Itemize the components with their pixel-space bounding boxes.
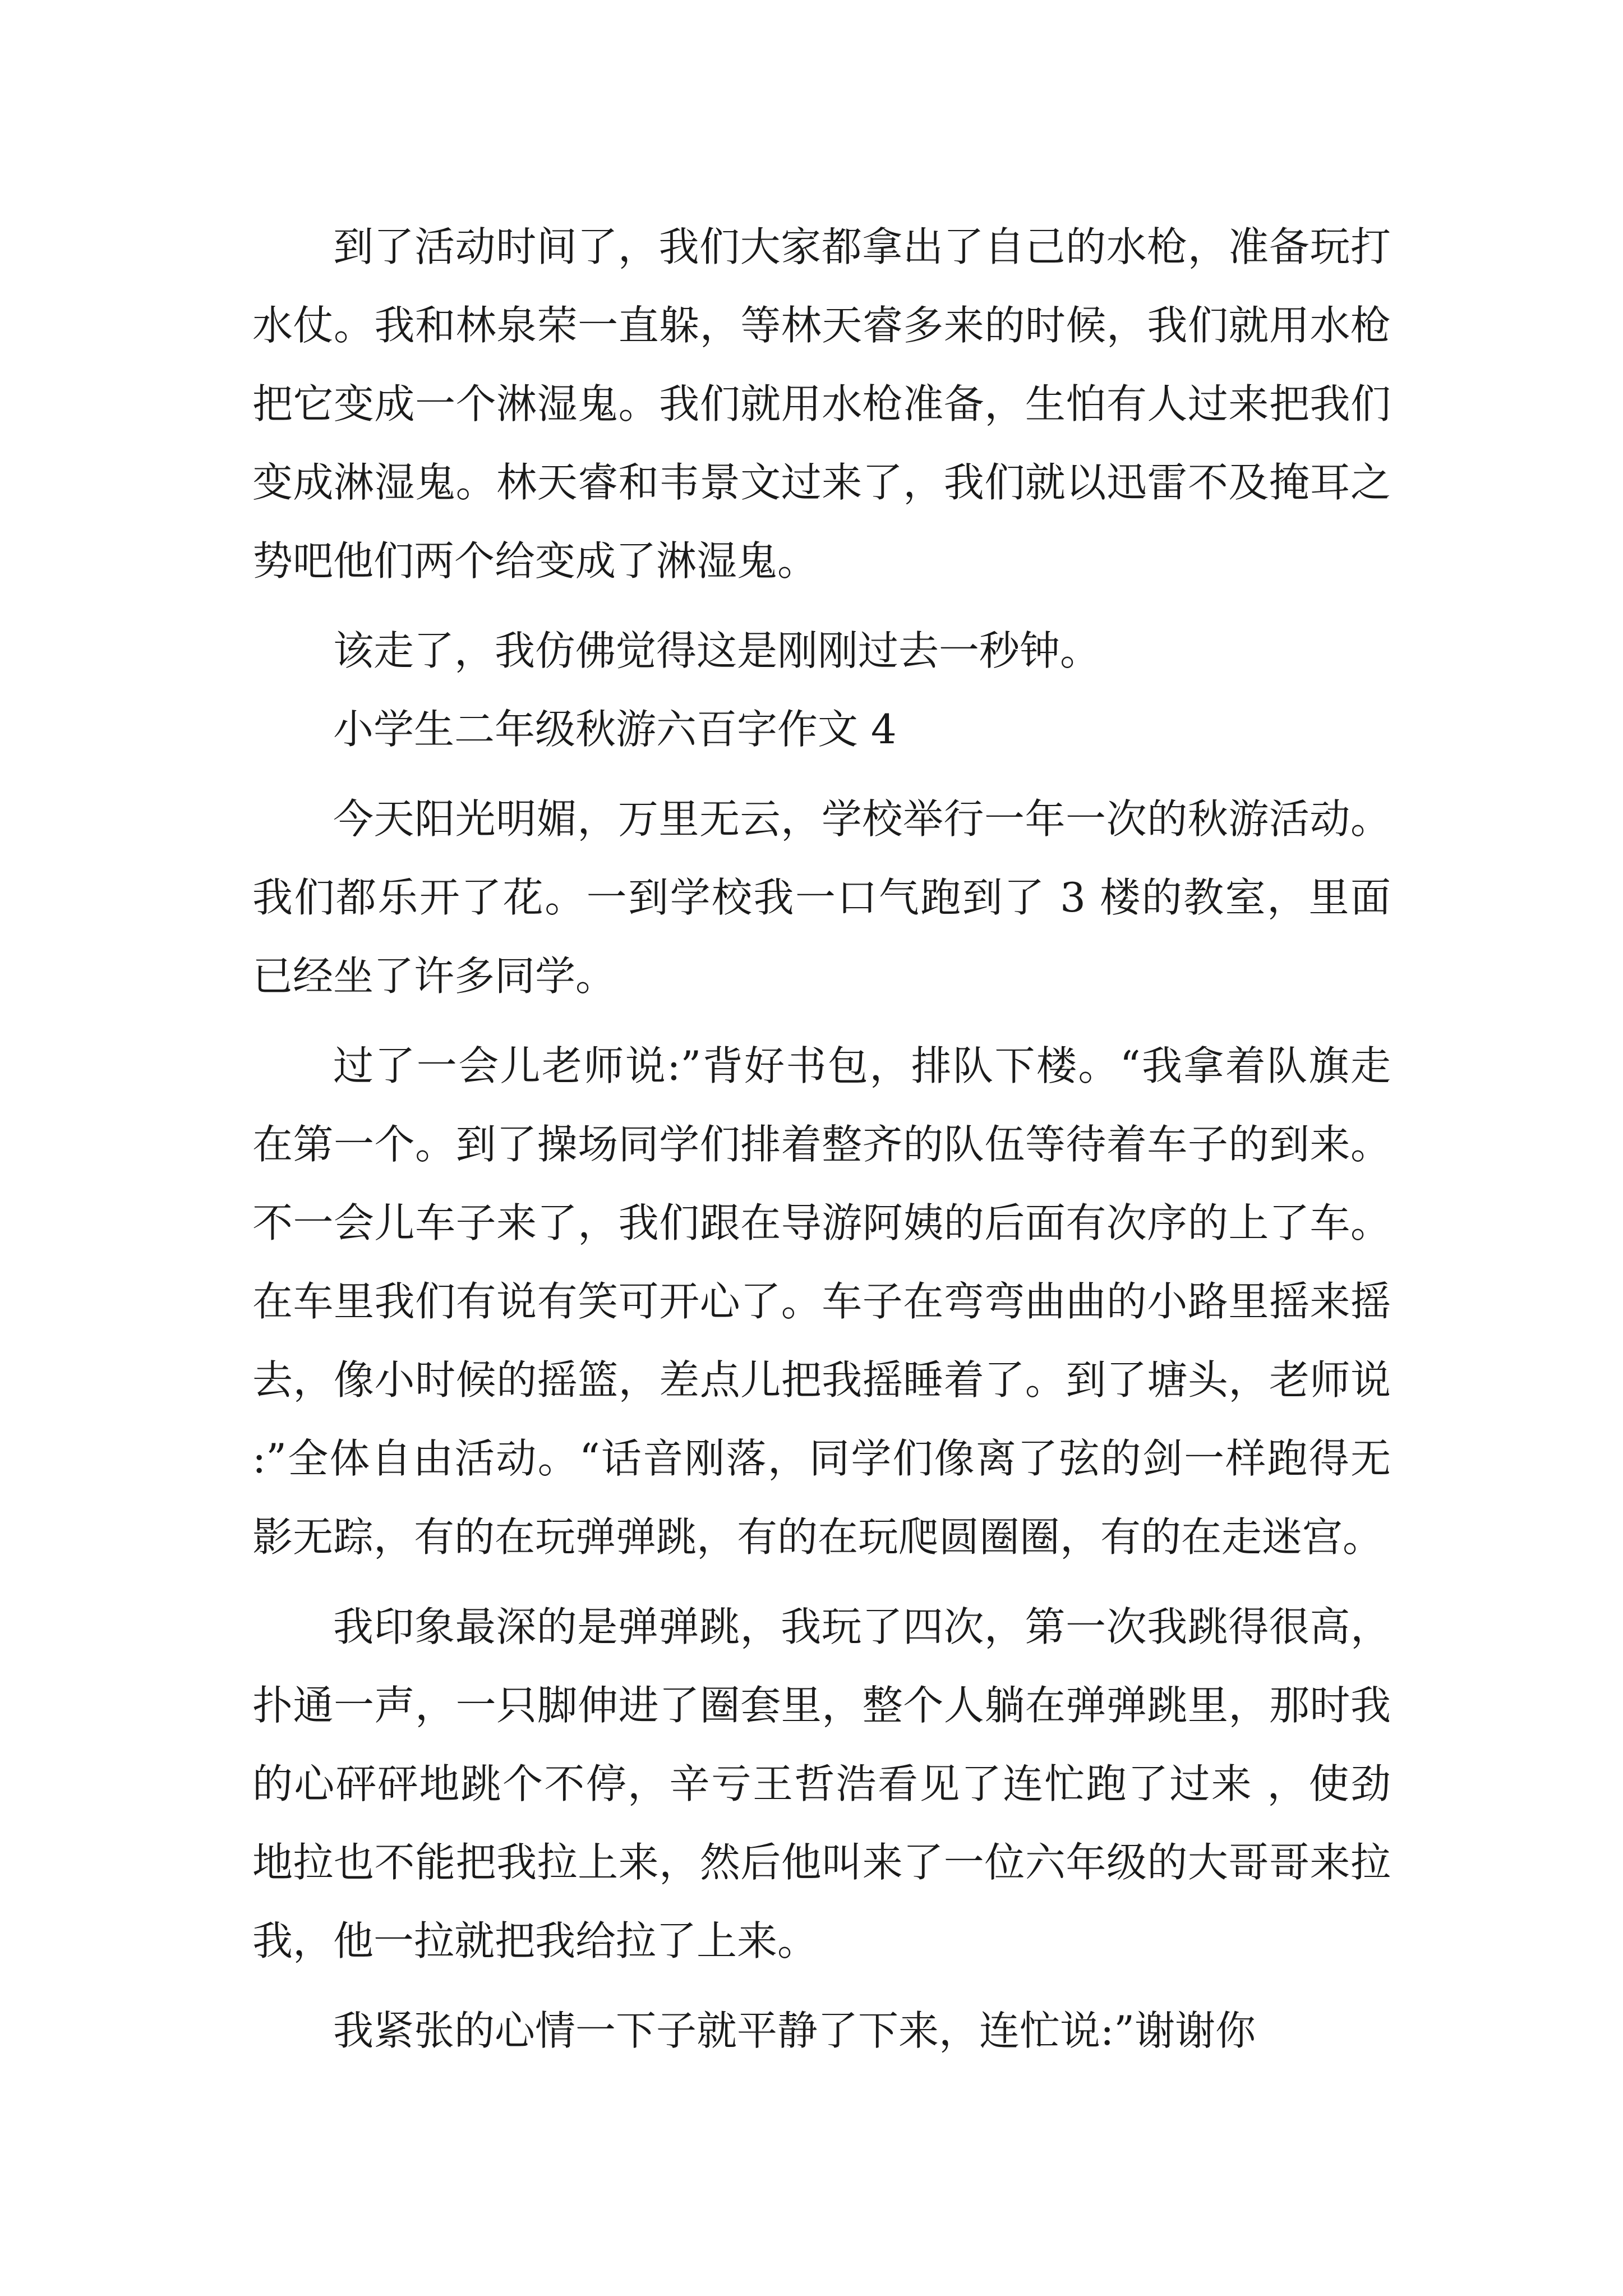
- paragraph-bus-ride: 过了一会儿老师说:”背好书包，排队下楼。“我拿着队旗走在第一个。到了操场同学们排着整齐的队伍等待着车子的到来。不一会儿车子来了，我们跟在导游阿姨的后面有次序的上了车。在车里我们有说有笑可开心了。车子在弯弯曲曲的小路里摇来摇去，像小时候的摇篮，差点儿把我摇睡着了。到了塘头，老师说:”全体自由活动。“话音刚落，同学们像离了弦的剑一样跑得无影无踪，有的在玩弹弹跳，有的在玩爬圆圈圈，有的在走迷宫。: [252, 1042, 1391, 1561]
- paragraph-thanks: 我紧张的心情一下子就平静了下来，连忙说:”谢谢你: [333, 2007, 1256, 2054]
- paragraph-trampoline: 我印象最深的是弹弹跳，我玩了四次，第一次我跳得很高，扑通一声，一只脚伸进了圈套里，整个人躺在弹弹跳里，那时我的心砰砰地跳个不停，辛亏王哲浩看见了连忙跑了过来 ，使劲地拉也不能把我拉上来，然后他叫来了一位六年级的大哥哥来拉我，他一拉就把我给拉了上来。: [252, 1603, 1391, 1964]
- document-body: [252, 208, 1391, 2070]
- paragraph-autumn-trip-intro: 今天阳光明媚，万里无云，学校举行一年一次的秋游活动。我们都乐开了花。一到学校我一口气跑到了 3 楼的教室，里面已经坐了许多同学。: [252, 795, 1391, 1000]
- paragraph-time-to-leave: 该走了，我仿佛觉得这是刚刚过去一秒钟。: [333, 627, 1101, 674]
- essay-heading: 小学生二年级秋游六百字作文 4: [333, 706, 897, 753]
- paragraph-water-fight: 到了活动时间了，我们大家都拿出了自己的水枪，准备玩打水仗。我和林泉荣一直躲，等林天睿多来的时候，我们就用水枪把它变成一个淋湿鬼。我们就用水枪准备，生怕有人过来把我们变成淋湿鬼。林天睿和韦景文过来了，我们就以迅雷不及掩耳之势吧他们两个给变成了淋湿鬼。: [252, 223, 1391, 585]
